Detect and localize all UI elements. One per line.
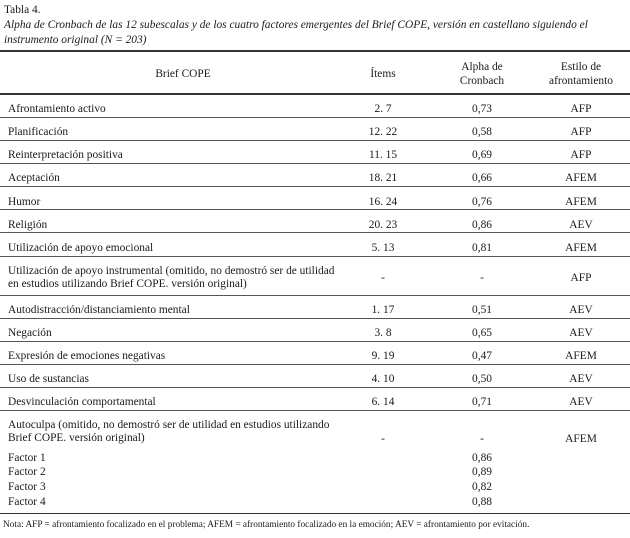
row-style: AEV xyxy=(569,396,593,408)
row-style: AFP xyxy=(570,149,592,161)
header-alpha-line2: Cronbach xyxy=(459,75,505,87)
row-separator xyxy=(0,364,630,365)
row-separator xyxy=(0,387,630,388)
row-style: AFEM xyxy=(565,242,597,254)
row-items: 4. 10 xyxy=(371,373,395,385)
row-alpha: 0,58 xyxy=(472,126,492,138)
row-separator xyxy=(0,163,630,164)
row-items: 18. 21 xyxy=(368,172,398,184)
row-items: 11. 15 xyxy=(368,149,398,161)
row-style: AFEM xyxy=(565,350,597,362)
row-separator xyxy=(0,318,630,319)
row-name: Afrontamiento activo xyxy=(8,103,106,115)
row-style: AFP xyxy=(570,272,592,284)
row-items: 1. 17 xyxy=(371,304,395,316)
row-name: Desvinculación comportamental xyxy=(8,396,156,408)
row-items: 6. 14 xyxy=(371,396,395,408)
row-style: AFEM xyxy=(565,433,597,445)
row-separator xyxy=(0,117,630,118)
row-items: - xyxy=(381,433,385,445)
factor-alpha: 0,82 xyxy=(472,481,492,493)
row-name: Uso de sustancias xyxy=(8,373,89,385)
row-separator xyxy=(0,209,630,210)
top-rule xyxy=(0,50,630,52)
row-items: 16. 24 xyxy=(368,196,398,208)
row-items: 5. 13 xyxy=(371,242,395,254)
header-style-line1: Estilo de xyxy=(560,61,602,73)
row-name: Religión xyxy=(8,219,48,231)
header-items: Ítems xyxy=(370,68,396,80)
row-style: AFEM xyxy=(565,172,597,184)
factor-alpha: 0,89 xyxy=(472,466,492,478)
row-style: AFEM xyxy=(565,196,597,208)
header-rule xyxy=(0,93,630,95)
row-alpha: 0,73 xyxy=(472,103,492,115)
factor-alpha: 0,88 xyxy=(472,496,492,508)
row-separator xyxy=(0,295,630,296)
table-caption xyxy=(4,3,626,48)
row-alpha: 0,69 xyxy=(472,149,492,161)
row-style: AFP xyxy=(570,126,592,138)
row-style: AEV xyxy=(569,327,593,339)
row-separator xyxy=(0,410,630,411)
factor-name: Factor 1 xyxy=(8,452,46,464)
row-name: Reinterpretación positiva xyxy=(8,149,123,161)
row-alpha: 0,66 xyxy=(472,172,492,184)
table-title: Tabla 4. xyxy=(4,4,41,16)
row-alpha: 0,71 xyxy=(472,396,492,408)
row-name: Expresión de emociones negativas xyxy=(8,350,166,362)
row-style: AFP xyxy=(570,103,592,115)
row-style: AEV xyxy=(569,304,593,316)
row-name: Aceptación xyxy=(8,172,60,184)
header-style-line2: afrontamiento xyxy=(549,75,613,87)
row-name: Autoculpa (omitido, no demostró ser de utilidad en estudios utilizando Brief COPE. versión original) xyxy=(8,419,330,444)
row-name: Autodistracción/distanciamiento mental xyxy=(8,304,190,316)
row-alpha: 0,81 xyxy=(472,242,492,254)
row-separator xyxy=(0,186,630,187)
header-brief-cope: Brief COPE xyxy=(155,68,211,80)
row-items: 2. 7 xyxy=(374,103,392,115)
row-alpha: 0,51 xyxy=(472,304,492,316)
row-alpha: 0,86 xyxy=(472,219,492,231)
factor-name: Factor 2 xyxy=(8,466,46,478)
row-style: AEV xyxy=(569,219,593,231)
row-alpha: 0,76 xyxy=(472,196,492,208)
row-items: 12. 22 xyxy=(368,126,398,138)
row-name: Negación xyxy=(8,327,52,339)
row-items: - xyxy=(381,272,385,284)
row-alpha: 0,50 xyxy=(472,373,492,385)
row-name: Humor xyxy=(8,196,41,208)
row-name: Planificación xyxy=(8,126,69,138)
row-name: Utilización de apoyo instrumental (omitido, no demostró ser de utilidad en estudios utilizando Brief COPE. versión original) xyxy=(8,265,335,290)
table-note: Nota: AFP = afrontamiento focalizado en el problema; AFEM = afrontamiento focalizado en la emoción; AEV = afrontamiento por evitación. xyxy=(3,520,530,530)
factor-alpha: 0,86 xyxy=(472,452,492,464)
table-description: Alpha de Cronbach de las 12 subescalas y de los cuatro factores emergentes del Brief COPE, versión en castellano siguiendo el instrumento original (N = 203) xyxy=(4,19,588,46)
factor-name: Factor 4 xyxy=(8,496,46,508)
row-items: 9. 19 xyxy=(371,350,395,362)
row-items: 20. 23 xyxy=(368,219,398,231)
row-name: Utilización de apoyo emocional xyxy=(8,242,154,254)
bottom-rule xyxy=(0,513,630,514)
row-style: AEV xyxy=(569,373,593,385)
row-alpha: 0,65 xyxy=(472,327,492,339)
row-alpha: - xyxy=(480,433,484,445)
row-alpha: - xyxy=(480,272,484,284)
row-alpha: 0,47 xyxy=(472,350,492,362)
row-separator xyxy=(0,232,630,233)
factor-name: Factor 3 xyxy=(8,481,46,493)
row-separator xyxy=(0,341,630,342)
row-items: 3. 8 xyxy=(374,327,392,339)
row-separator xyxy=(0,140,630,141)
row-separator xyxy=(0,256,630,257)
header-alpha-line1: Alpha de xyxy=(461,61,503,73)
